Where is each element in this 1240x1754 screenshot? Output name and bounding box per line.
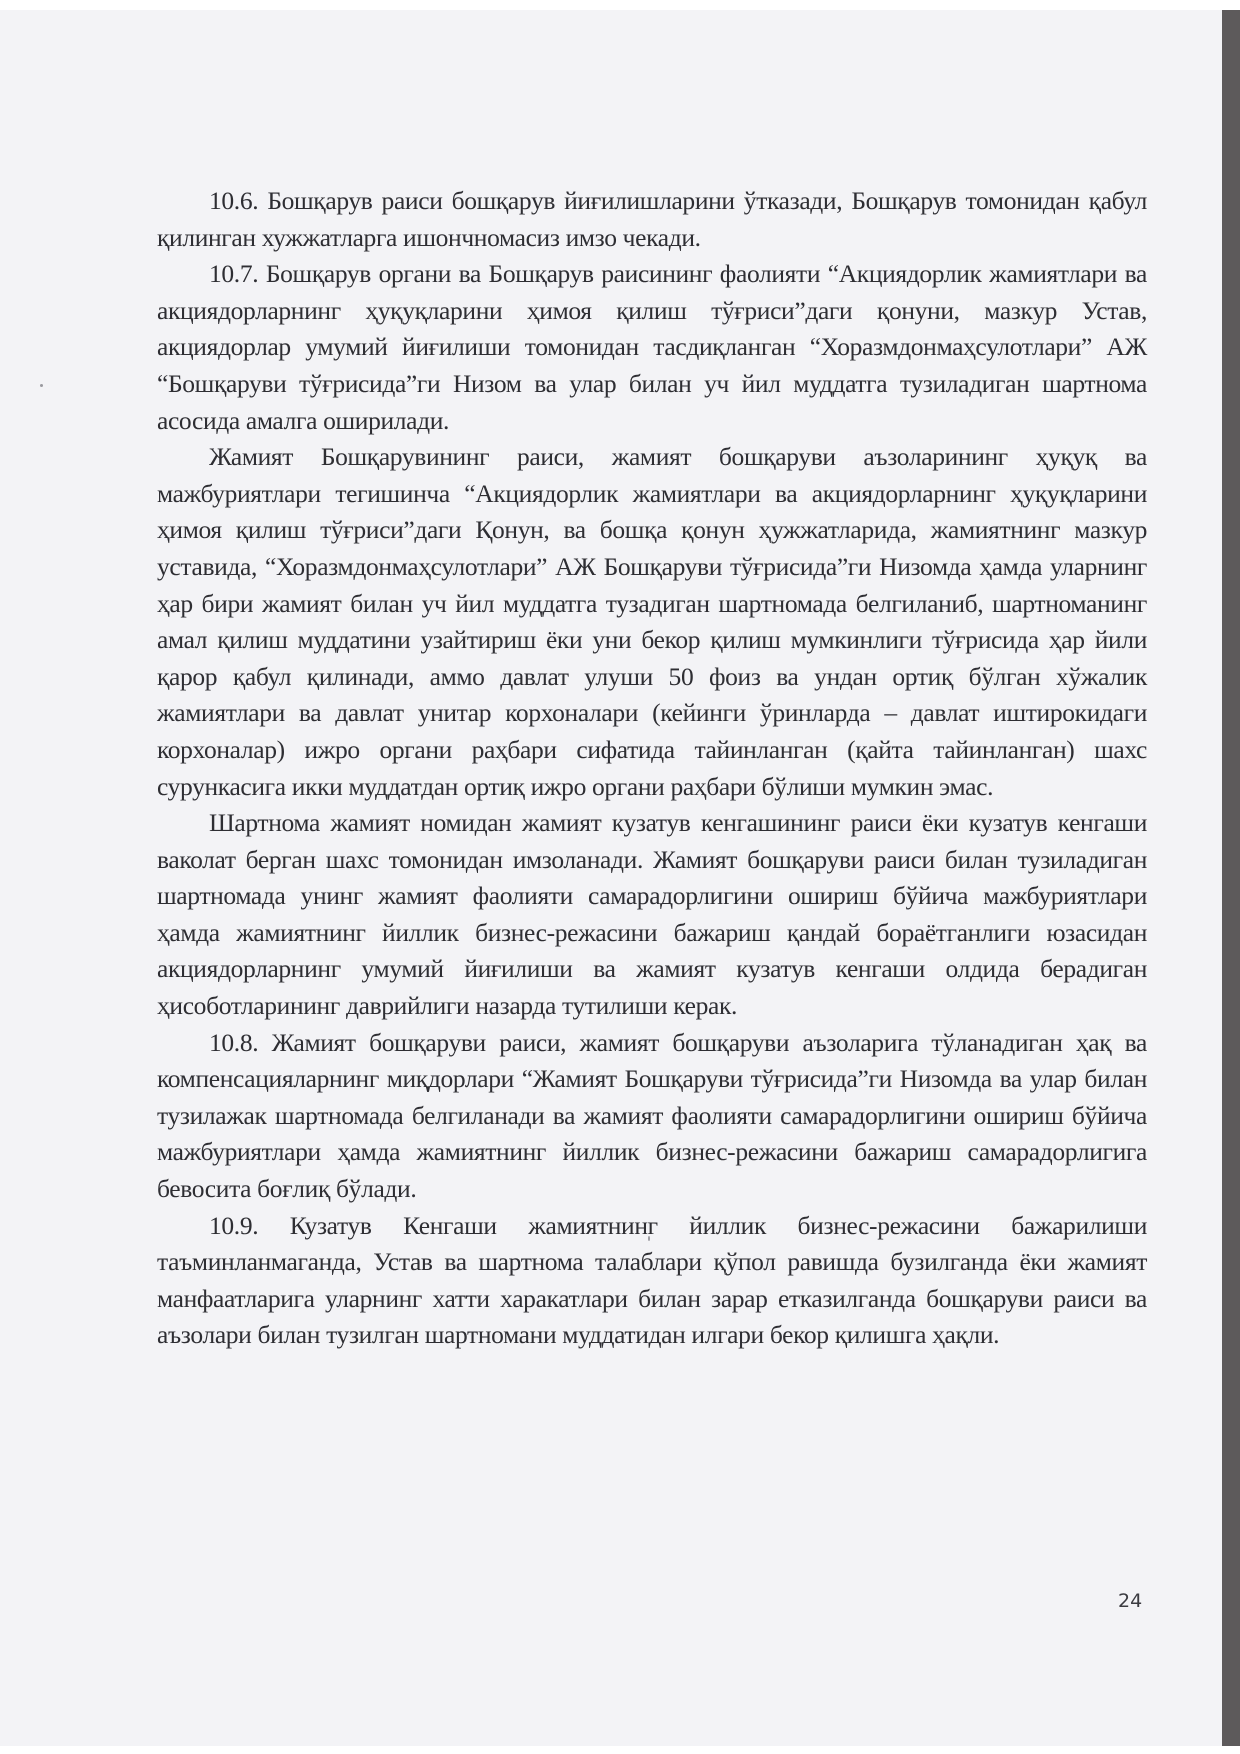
scanner-edge bbox=[1222, 10, 1240, 1746]
paragraph-10-6: 10.6. Бошқарув раиси бошқарув йиғилишларини ўтказади, Бошқарув томонидан қабул қилинган хужжатларга ишончномасиз имзо чекади. bbox=[157, 186, 1147, 252]
paragraph-contract-signing: Шартнома жамият номидан жамият кузатув кенгашининг раиси ёки кузатув кенгаши ваколат берган шахс томонидан имзоланади. Жамият бошқаруви раиси билан тузиладиган шартномада унинг жамият фаолияти самарадорлигини ошириш бўйича мажбуриятлари ҳамда жамиятнинг йиллик бизнес-режасини бажариш қандай бораётганлиги юзасидан акциядорларнинг умумий йиғилиши ва жамият кузатув кенгаши олдида берадиган ҳисоботларининг даврийлиги назарда тутилиши керак. bbox=[157, 808, 1147, 1021]
document-body bbox=[157, 183, 1147, 1354]
paragraph-chairman-rights: Жамият Бошқарувининг раиси, жамият бошқаруви аъзоларининг ҳуқуқ ва мажбуриятлари тегишинча “Акциядорлик жамиятлари ва акциядорларнинг ҳуқуқларини ҳимоя қилиш тўғриси”даги Қонун, ва бошқа қонун ҳужжатларида, жамиятнинг мазкур уставида, “Хоразмдонмаҳсулотлари” АЖ Бошқаруви тўғрисида”ги Низомда ҳамда уларнинг ҳар бири жамият билан уч йил муддатга тузадиган шартномада белгиланиб, шартноманинг амал қилиш муддатини узайтириш ёки уни бекор қилиш мумкинлиги тўғрисида ҳар йили қарор қабул қилинади, аммо давлат улуши 50 фоиз ва ундан ортиқ бўлган хўжалик жамиятлари ва давлат унитар корхоналари (кейинги ўринларда – давлат иштирокидаги корхоналар) ижро органи раҳбари сифатида тайинланган (қайта тайинланган) шахс сурункасига икки муддатдан ортиқ ижро органи раҳбари бўлиши мумкин эмас. bbox=[157, 442, 1147, 801]
paragraph-10-8: 10.8. Жамият бошқаруви раиси, жамият бошқаруви аъзоларига тўланадиган ҳақ ва компенсацияларнинг миқдорлари “Жамият Бошқаруви тўғрисида”ги Низомда ва улар билан тузилажак шартномада белгиланади ва жамият фаолияти самарадорлигини ошириш бўйича мажбуриятлари ҳамда жамиятнинг йиллик бизнес-режасини бажариш самарадорлигига бевосита боғлиқ бўлади. bbox=[157, 1027, 1147, 1204]
paragraph-10-7: 10.7. Бошқарув органи ва Бошқарув раисининг фаолияти “Акциядорлик жамиятлари ва акциядорларнинг ҳуқуқларини ҳимоя қилиш тўғриси”даги қонуни, мазкур Устав, акциядорлар умумий йиғилиши томонидан тасдиқланган “Хоразмдонмаҳсулотлари” АЖ “Бошқаруви тўғрисида”ги Низом ва улар билан уч йил муддатга тузиладиган шартнома асосида амалга оширилади. bbox=[157, 259, 1147, 435]
scan-speck bbox=[40, 384, 43, 387]
page-number: 24 bbox=[1118, 1590, 1143, 1612]
paragraph-10-9: 10.9. Кузатув Кенгаши жамиятнинг йиллик бизнес-режасини бажарилиши таъминланмаганда, Устав ва шартнома талаблари қўпол равишда бузилганда ёки жамият манфаатларига уларнинг хатти харакатлари билан зарар етказилганда бошқаруви раиси ва аъзолари билан тузилган шартномани муддатидан илгари бекор қилишга ҳақли. bbox=[157, 1210, 1147, 1350]
